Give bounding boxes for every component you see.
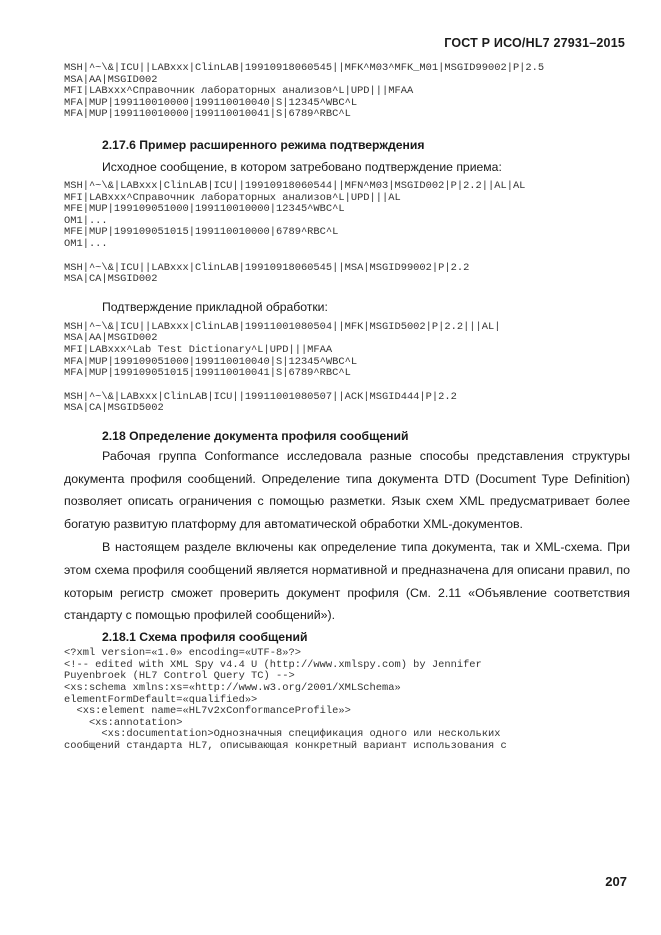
code-line: MFA|MUP|199110010000|199110010041|S|6789^RBC^L (64, 108, 351, 121)
code-line: MSH|^~\&|ICU||LABxxx|ClinLAB|19910918060545||MFK^M03^MFK_M01|MSGID99002|P|2.5 (64, 62, 545, 74)
code-line: MFA|MUP|199109051015|199110010041|S|6789^RBC^L (64, 367, 351, 380)
code-line: <xs:documentation>Однозначныя спецификация одного или нескольких (64, 728, 501, 741)
page-number: 207 (605, 874, 627, 889)
code-line: MSH|^~\&|ICU||LABxxx|ClinLAB|19911001080504||MFK|MSGID5002|P|2.2|||AL| (64, 320, 501, 333)
code-line: <?xml version=«1.0» encoding=«UTF-8»?> (64, 647, 301, 660)
code-line: <xs:element name=«HL7v2xConformanceProfile»> (64, 705, 351, 718)
code-block-ack-response (64, 392, 630, 415)
code-line: Puyenbroek (HL7 Control Query TC) --> (64, 670, 295, 683)
section-heading-2-18: 2.18 Определение документа профиля сообщений (102, 428, 409, 443)
section-heading-2-17-6: 2.17.6 Пример расширенного режима подтверждения (102, 137, 425, 152)
code-line: MSH|^~\&|LABxxx|ClinLAB|ICU||19910918060544||MFN^M03|MSGID002|P|2.2||AL|AL (64, 179, 526, 192)
intro-application-ack: Подтверждение прикладной обработки: (102, 299, 328, 314)
code-block-mfk-ack (64, 63, 630, 121)
paragraph-conformance: Рабочая группа Conformance исследовала разные способы представления структуры документа профиля сообщений. Определение типа документа DTD (Document Type Definition) позволяет описать ограничения с помощью разметки. Язык схем XML предусматривает более богатую развитую платформу для автоматической обработки XML-документов. (64, 448, 630, 532)
code-line: MFI|LABxxx^Справочник лабораторных анализов^L|UPD|||AL (64, 191, 401, 204)
paragraph-schema-scope: В настоящем разделе включены как определение типа документа, так и XML-схема. При этом схема профиля сообщений является нормативной и предназначена для описани правил, по которым регистр сможет проверить документ профиля (См. 2.11 «Объявление соответствия стандарту с помощью профилей сообщений»). (64, 540, 630, 623)
code-block-xml-schema (64, 648, 630, 752)
intro-original-message: Исходное сообщение, в котором затребовано подтверждение приема: (102, 159, 502, 174)
code-line: MSH|^~\&|ICU||LABxxx|ClinLAB|19910918060545||MSA|MSGID99002|P|2.2 (64, 261, 470, 274)
code-block-mfk-app-ack (64, 322, 630, 380)
code-line: MFE|MUP|199109051015|199110010000|6789^RBC^L (64, 226, 339, 239)
code-block-commit-ack (64, 263, 630, 286)
code-line: <!-- edited with XML Spy v4.4 U (http://www.xmlspy.com) by Jennifer (64, 658, 482, 671)
code-line: MFA|MUP|199110010000|199110010040|S|12345^WBC^L (64, 96, 358, 109)
code-line: <xs:annotation> (64, 716, 183, 729)
code-line: MSA|AA|MSGID002 (64, 73, 158, 86)
code-line: MFE|MUP|199109051000|199110010000|12345^WBC^L (64, 203, 345, 216)
code-line: сообщений стандарта HL7, описывающая конкретный вариант использования с (64, 740, 507, 752)
code-line: OM1|... (64, 214, 108, 227)
section-heading-2-18-1: 2.18.1 Схема профиля сообщений (102, 630, 308, 645)
code-line: MSA|CA|MSGID002 (64, 273, 158, 286)
document-standard-title: ГОСТ Р ИСО/HL7 27931–2015 (444, 36, 625, 50)
code-line: MFI|LABxxx^Справочник лабораторных анализов^L|UPD|||MFAA (64, 85, 414, 98)
code-line: elementFormDefault=«qualified»> (64, 693, 258, 706)
code-line: MFI|LABxxx^Lab Test Dictionary^L|UPD|||MFAA (64, 343, 333, 356)
code-line: <xs:schema xmlns:xs=«http://www.w3.org/2001/XMLSchema» (64, 682, 401, 695)
code-line: MSA|CA|MSGID5002 (64, 402, 164, 415)
page-content (64, 63, 630, 753)
code-block-mfn-request (64, 181, 630, 251)
code-line: MSH|^~\&|LABxxx|ClinLAB|ICU||19911001080507||ACK|MSGID444|P|2.2 (64, 390, 457, 403)
code-line: MFA|MUP|199109051000|199110010040|S|12345^WBC^L (64, 355, 358, 368)
code-line: MSA|AA|MSGID002 (64, 332, 158, 345)
code-line: OM1|... (64, 237, 108, 250)
